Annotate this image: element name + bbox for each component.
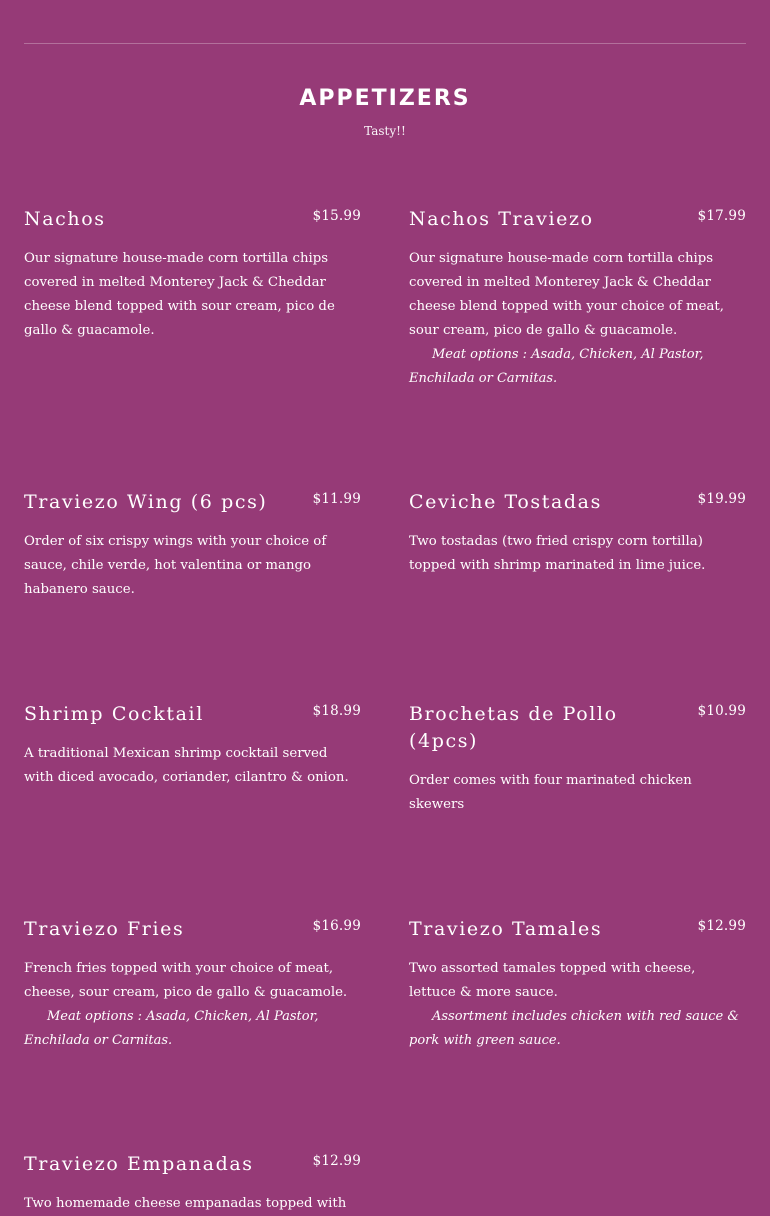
menu-item-note: Assortment includes chicken with red sauce & pork with green sauce. [409,1009,739,1048]
menu-item-note: Meat options : Asada, Chicken, Al Pastor, Enchilada or Carnitas. [409,347,704,386]
menu-item-traviezo-empanadas [24,1151,361,1216]
menu-item-name: Nachos [24,208,106,230]
menu-item-description: Order comes with four marinated chicken skewers [409,773,692,812]
menu-item-note: Meat options : Asada, Chicken, Al Pastor, Enchilada or Carnitas. [24,1009,319,1048]
menu-item-name: Brochetas de Pollo (4pcs) [409,703,618,752]
menu-item-traviezo-fries [24,916,361,1053]
section-divider [24,43,746,44]
menu-item-price: $11.99 [312,491,361,507]
menu-item-price: $19.99 [697,491,746,507]
menu-item-description: Two homemade cheese empanadas topped with [24,1196,347,1211]
menu-item-description: Two assorted tamales topped with cheese, lettuce & more sauce. [409,961,696,1000]
menu-item-name: Traviezo Empanadas [24,1153,254,1175]
menu-item-traviezo-tamales [409,916,746,1053]
menu-item-name: Traviezo Fries [24,918,185,940]
menu-item-name: Traviezo Wing (6 pcs) [24,491,268,513]
menu-item-name: Traviezo Tamales [409,918,603,940]
menu-item-nachos-traviezo [409,206,746,391]
menu-item-description: Our signature house-made corn tortilla chips covered in melted Monterey Jack & Cheddar cheese blend topped with sour cream, pico de gallo & guacamole. [24,251,335,338]
menu-item-description: Order of six crispy wings with your choice of sauce, chile verde, hot valentina or mango habanero sauce. [24,534,327,597]
menu-item-description: Two tostadas (two fried crispy corn tortilla) topped with shrimp marinated in lime juice. [409,534,706,573]
menu-item-price: $18.99 [312,703,361,719]
menu-item-nachos [24,206,361,343]
menu-item-description: A traditional Mexican shrimp cocktail served with diced avocado, coriander, cilantro & onion. [24,746,349,785]
menu-item-price: $12.99 [312,1153,361,1169]
menu-item-price: $12.99 [697,918,746,934]
section-title: APPETIZERS [299,86,471,111]
menu-item-price: $16.99 [312,918,361,934]
menu-item-brochetas-de-pollo [409,701,746,817]
menu-item-price: $15.99 [312,208,361,224]
section-subtitle: Tasty!! [364,124,406,138]
menu-item-name: Ceviche Tostadas [409,491,602,513]
menu-item-shrimp-cocktail [24,701,361,790]
menu-item-traviezo-wing [24,489,361,602]
menu-item-price: $17.99 [697,208,746,224]
menu-item-ceviche-tostadas [409,489,746,578]
menu-item-description: Our signature house-made corn tortilla chips covered in melted Monterey Jack & Cheddar cheese blend topped with your choice of meat, sour cream, pico de gallo & guacamole. [409,251,724,338]
menu-item-price: $10.99 [697,703,746,719]
menu-item-name: Shrimp Cocktail [24,703,204,725]
menu-item-description: French fries topped with your choice of meat, cheese, sour cream, pico de gallo & guacamole. [24,961,348,1000]
menu-item-name: Nachos Traviezo [409,208,594,230]
